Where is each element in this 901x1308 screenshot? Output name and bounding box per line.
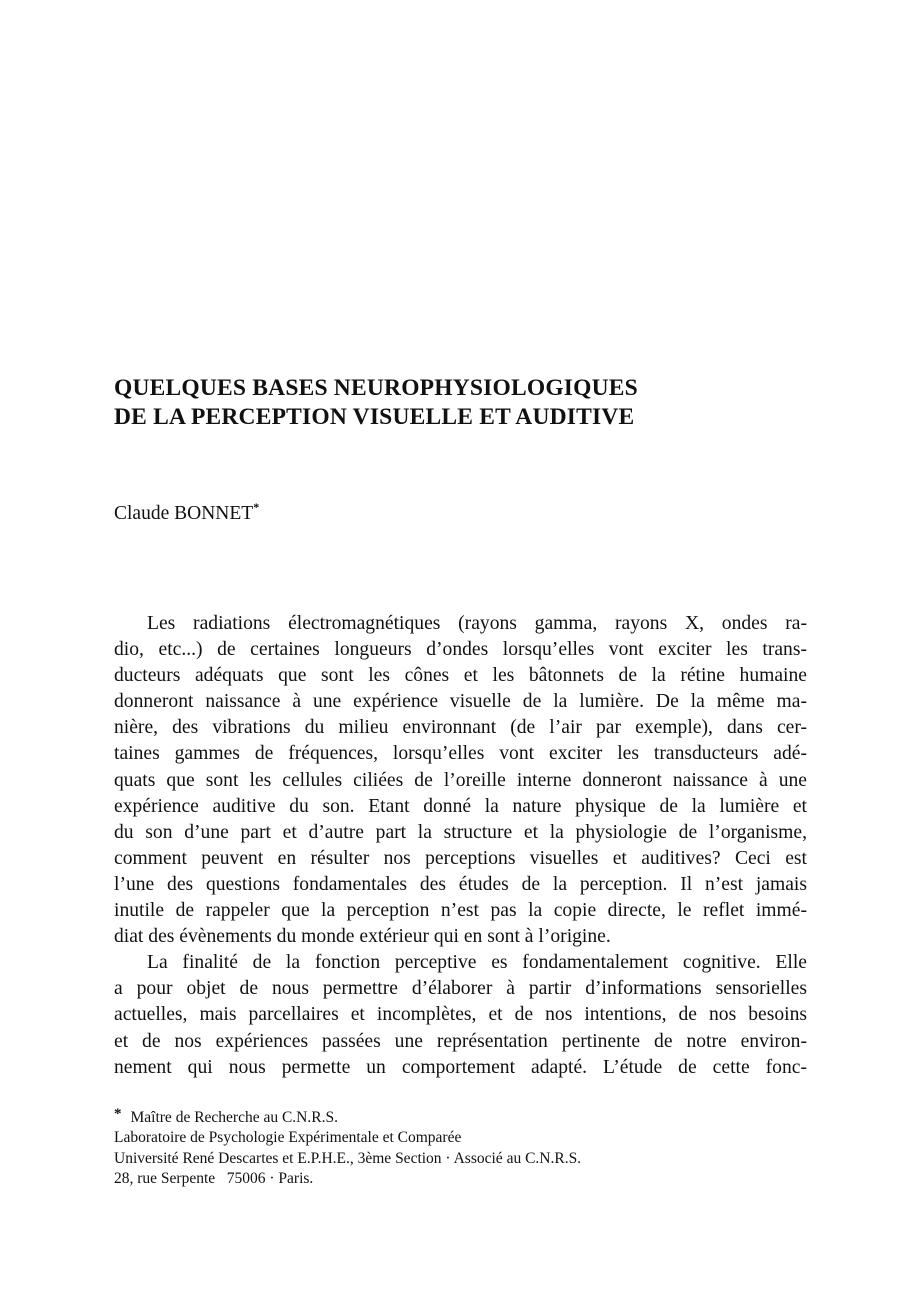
- author-footnote-mark: *: [253, 500, 260, 514]
- paragraph-1: [114, 611, 807, 950]
- body-line: expérience auditive du son. Etant donné la nature physique de la lumière et: [114, 795, 807, 817]
- footnote-line-4: 28, rue Serpente 75006 · Paris.: [114, 1170, 314, 1188]
- author-name: Claude BONNET: [114, 503, 254, 524]
- paragraph-2: [114, 950, 807, 1080]
- title-line-1: QUELQUES BASES NEUROPHYSIOLOGIQUES: [114, 375, 638, 401]
- footnote-text: Maître de Recherche au C.N.R.S.: [130, 1109, 338, 1126]
- body-line: dio, etc...) de certaines longueurs d’ondes lorsqu’elles vont exciter les trans-: [114, 639, 807, 661]
- footnote-line-3: Université René Descartes et E.P.H.E., 3ème Section · Associé au C.N.R.S.: [114, 1149, 582, 1167]
- body-line: du son d’une part et d’autre part la structure et la physiologie de l’organisme,: [114, 821, 807, 843]
- body-line: nement qui nous permette un comportement adapté. L’étude de cette fonc-: [114, 1056, 807, 1078]
- body-line: comment peuvent en résulter nos perceptions visuelles et auditives? Ceci est: [114, 847, 807, 869]
- body-line: La finalité de la fonction perceptive es fondamentalement cognitive. Elle: [147, 952, 807, 974]
- body-line: et de nos expériences passées une représentation pertinente de notre environ-: [114, 1030, 807, 1052]
- footnote-line-1: * Maître de Recherche au C.N.R.S.: [114, 1106, 338, 1126]
- footnote-line-2: Laboratoire de Psychologie Expérimentale et Comparée: [114, 1129, 462, 1147]
- body-line: inutile de rappeler que la perception n’est pas la copie directe, le reflet immé-: [114, 900, 807, 922]
- article-body: [114, 611, 807, 1081]
- body-line: nière, des vibrations du milieu environnant (de l’air par exemple), dans cer-: [114, 717, 807, 739]
- body-line: a pour objet de nous permettre d’élaborer à partir d’informations sensorielles: [114, 978, 807, 1000]
- body-line: donneront naissance à une expérience visuelle de la lumière. De la même ma-: [114, 691, 807, 713]
- body-line: diat des évènements du monde extérieur qui en sont à l’origine.: [114, 926, 611, 948]
- body-line: taines gammes de fréquences, lorsqu’elles vont exciter les transducteurs adé-: [114, 743, 807, 765]
- body-line: Les radiations électromagnétiques (rayons gamma, rayons X, ondes ra-: [147, 613, 807, 634]
- body-line: ducteurs adéquats que sont les cônes et les bâtonnets de la rétine humaine: [114, 665, 807, 687]
- article-title: [114, 374, 814, 432]
- title-line-2: DE LA PERCEPTION VISUELLE ET AUDITIVE: [114, 404, 635, 430]
- body-line: actuelles, mais parcellaires et incomplètes, et de nos intentions, de nos besoins: [114, 1004, 807, 1026]
- author-byline: [114, 502, 259, 526]
- body-line: quats que sont les cellules ciliées de l’oreille interne donneront naissance à une: [114, 769, 807, 791]
- body-line: l’une des questions fondamentales des études de la perception. Il n’est jamais: [114, 873, 807, 895]
- footnote: [114, 1108, 581, 1190]
